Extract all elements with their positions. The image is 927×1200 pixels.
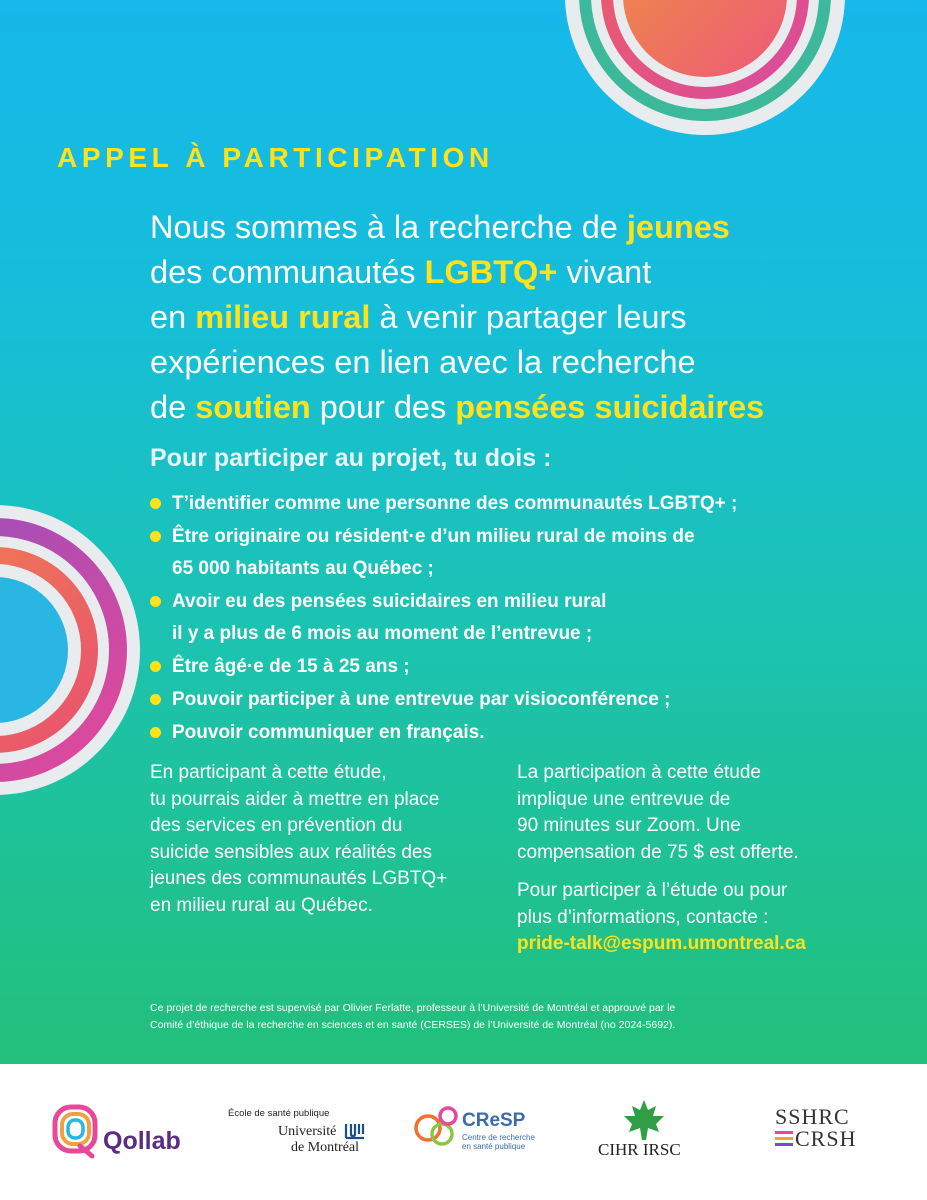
lead-line: [150, 340, 920, 385]
lead-highlight: pensées suicidaires: [455, 389, 765, 425]
criteria-item: [150, 521, 920, 585]
participation-line: 90 minutes sur Zoom. Une: [517, 815, 741, 836]
sshrc-text: [775, 1106, 856, 1150]
criteria-text: Pouvoir participer à une entrevue par visioconférence ;: [172, 689, 671, 710]
participation-paragraph: [517, 760, 887, 866]
lead-text: en: [150, 299, 196, 335]
bullet-icon: [150, 694, 161, 705]
contact-line: plus d’informations, contacte :: [517, 906, 769, 928]
page-title: APPEL À PARTICIPATION: [57, 142, 494, 173]
sshrc-line: SSHRC: [775, 1104, 850, 1129]
contact-email-link[interactable]: pride-talk@espum.umontreal.ca: [517, 933, 806, 954]
participation-line: La participation à cette étude: [517, 762, 762, 783]
lead-text: de: [150, 389, 196, 425]
cresp-subtitle: Centre de recherche en santé publique: [462, 1133, 535, 1151]
bullet-icon: [150, 498, 161, 509]
bullet-icon: [150, 661, 161, 672]
lead-line: [150, 250, 920, 295]
benefits-line: suicide sensibles aux réalités des: [150, 841, 432, 863]
criteria-item: [150, 586, 920, 650]
lead-paragraph: [150, 205, 920, 430]
cresp-mark-icon: [412, 1100, 460, 1152]
criteria-list: [150, 488, 920, 750]
lead-text: pour des: [310, 389, 456, 425]
criteria-item: [150, 717, 920, 749]
qollab-logo-text: Qollab: [103, 1127, 181, 1155]
udem-name-line1: Université: [278, 1124, 337, 1139]
benefits-line: tu pourrais aider à mettre en place: [150, 788, 440, 810]
maple-leaf-icon: [622, 1098, 666, 1142]
criteria-text: Pouvoir communiquer en français.: [172, 722, 485, 743]
benefits-line: jeunes des communautés LGBTQ+: [150, 868, 448, 889]
footnote-line: Comité d’éthique de la recherche en sciences et en santé (CERSES) de l’Université de Montréal (no 2024-5692).: [150, 1019, 676, 1031]
udem-name-line2: de Montréal: [291, 1140, 360, 1155]
participation-info: [517, 760, 887, 970]
benefits-line: en milieu rural au Québec.: [150, 894, 373, 916]
benefits-line: En participant à cette étude,: [150, 762, 387, 783]
lead-text: expériences en lien avec la recherche: [150, 344, 696, 380]
criteria-text: T’identifier comme une personne des communautés LGBTQ+ ;: [172, 493, 738, 514]
cihr-logo: [598, 1098, 708, 1168]
participation-line: implique une entrevue de: [517, 788, 731, 810]
lead-text: des communautés: [150, 254, 425, 290]
lead-line: [150, 385, 920, 430]
udem-emblem-icon: [344, 1122, 366, 1140]
sshrc-logo: [775, 1106, 885, 1156]
lead-text: à venir partager leurs: [370, 299, 687, 335]
bullet-icon: [150, 596, 161, 607]
contact-paragraph: [517, 878, 887, 958]
criteria-text: Être originaire ou résident·e d’un milieu rural de moins de: [172, 526, 695, 547]
footnote-line: Ce projet de recherche est supervisé par Olivier Ferlatte, professeur à l’Université de Montréal et approuvé par le: [150, 1002, 676, 1014]
criteria-item: [150, 651, 920, 683]
rings-top-right-decoration: [560, 0, 850, 140]
criteria-text: 65 000 habitants au Québec ;: [172, 558, 434, 579]
criteria-title: Pour participer au projet, tu dois :: [150, 444, 552, 472]
criteria-text: Être âgé·e de 15 à 25 ans ;: [172, 656, 410, 677]
criteria-text: il y a plus de 6 mois au moment de l’entrevue ;: [172, 623, 593, 644]
sshrc-bars-icon: [775, 1130, 793, 1148]
lead-line: [150, 295, 920, 340]
partner-logos-bar: [0, 1064, 927, 1200]
udem-logo: [228, 1108, 378, 1158]
lead-highlight: jeunes: [626, 209, 730, 245]
qollab-mark-icon: [52, 1104, 102, 1159]
criteria-text: Avoir eu des pensées suicidaires en milieu rural: [172, 591, 607, 612]
lead-text: Nous sommes à la recherche de: [150, 209, 627, 245]
contact-line: Pour participer à l’étude ou pour: [517, 880, 788, 901]
crsh-line: CRSH: [795, 1126, 857, 1151]
cihr-logo-text: CIHR IRSC: [598, 1140, 681, 1159]
cresp-name: CReSP: [462, 1110, 526, 1131]
esp-label: École de santé publique: [228, 1108, 330, 1119]
benefits-line: des services en prévention du: [150, 815, 403, 836]
bullet-icon: [150, 531, 161, 542]
bullet-icon: [150, 727, 161, 738]
rings-left-decoration: [0, 505, 140, 795]
criteria-item: [150, 488, 920, 520]
participation-line: compensation de 75 $ est offerte.: [517, 841, 799, 863]
lead-text: vivant: [557, 254, 652, 290]
criteria-item: [150, 684, 920, 716]
lead-highlight: LGBTQ+: [424, 254, 558, 290]
benefits-paragraph: [150, 760, 480, 919]
cresp-logo: [412, 1100, 552, 1160]
qollab-logo: [52, 1104, 202, 1159]
ethics-footnote: [150, 1000, 850, 1034]
lead-highlight: soutien: [195, 389, 311, 425]
lead-line: [150, 205, 920, 250]
lead-highlight: milieu rural: [195, 299, 371, 335]
